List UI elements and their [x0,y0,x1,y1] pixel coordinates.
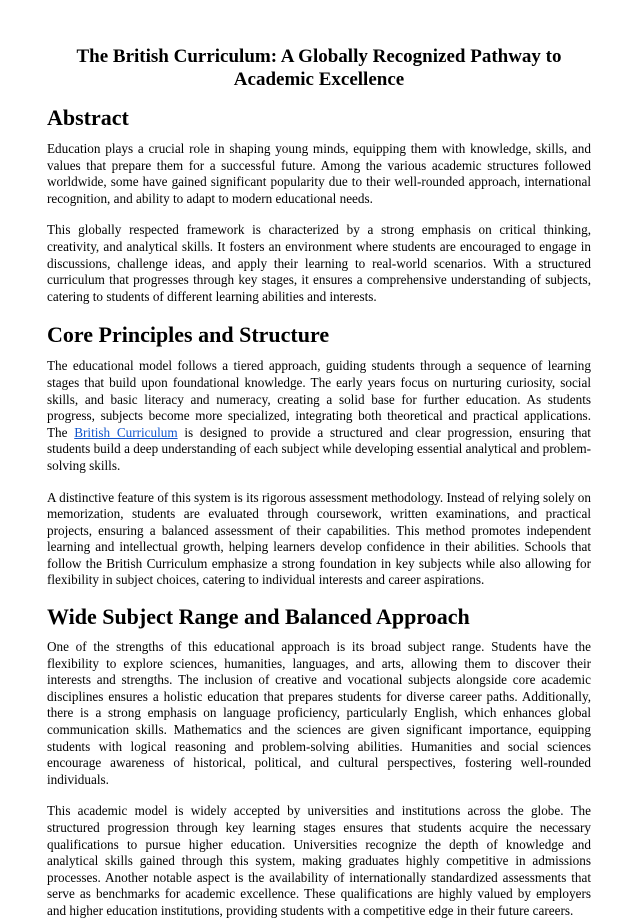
core-paragraph-1-text-start: The educational model follows a tiered approach, guiding students through a sequence of learning stages that build upon foundational knowledge. The early years focus on nurturing curiosity, social skills, and basic literacy and numeracy, creating a solid base for further education. As students progress, subjects become more specialized, integrating both theoretical and practical applications. The [47,358,591,440]
wide-subject-range-heading: Wide Subject Range and Balanced Approach [47,604,470,630]
document-page [47,45,591,920]
abstract-heading: Abstract [47,105,129,130]
abstract-paragraph-1: Education plays a crucial role in shaping young minds, equipping them with knowledge, skills, and values that prepare them for a successful future. Among the various academic structures followed worldwide, some have gained significant popularity due to their well-rounded approach, international recognition, and ability to adapt to modern educational needs. [47,141,591,206]
wide-paragraph-2: This academic model is widely accepted by universities and institutions across the globe. The structured progression through key learning stages ensures that students acquire the necessary qualifications to pursue higher education. Universities recognize the depth of knowledge and analytical skills gained through this system, making graduates highly competitive in admissions processes. Another notable aspect is the availability of internationally standardized assessments that serve as benchmarks for academic excellence. These qualifications are highly valued by employers and higher education institutions, providing students with a competitive edge in their future careers. [47,803,591,918]
core-paragraph-2: A distinctive feature of this system is its rigorous assessment methodology. Instead of relying solely on memorization, students are evaluated through coursework, written examinations, and practical projects, ensuring a balanced assessment of their capabilities. This method promotes independent learning and intellectual growth, helping learners develop confidence in their abilities. Schools that follow the British Curriculum emphasize a strong foundation in key subjects while also allowing for flexibility in subject choices, catering to individual interests and career aspirations. [47,489,591,588]
document-title: The British Curriculum: A Globally Recognized Pathway to Academic Excellence [76,46,562,90]
core-principles-heading: Core Principles and Structure [47,322,330,348]
british-curriculum-link[interactable]: British Curriculum [74,424,178,440]
core-paragraph-1 [47,358,591,474]
wide-paragraph-1: One of the strengths of this educational approach is its broad subject range. Students have the flexibility to explore sciences, humanities, languages, and arts, allowing them to discover their interests and strengths. The inclusion of creative and vocational subjects alongside core academic disciplines ensures a holistic education that prepares students for diverse career paths. Additionally, there is a strong emphasis on language proficiency, particularly English, which enhances global communication skills. Mathematics and the sciences are given significant importance, equipping students with logical reasoning and problem-solving abilities. Humanities and social sciences encourage awareness of historical, political, and cultural perspectives, fostering well-rounded individuals. [47,639,591,787]
core-paragraph-1-text-end: is designed to provide a structured and clear progression, ensuring that students build a deep understanding of each subject while developing essential analytical and problem-solving skills. [47,424,591,473]
abstract-paragraph-2: This globally respected framework is characterized by a strong emphasis on critical thinking, creativity, and analytical skills. It fosters an environment where students are encouraged to engage in discussions, challenge ideas, and apply their learning to real-world scenarios. With a structured curriculum that progresses through key stages, it ensures a comprehensive understanding of subjects, catering to students of different learning abilities and interests. [47,222,591,304]
